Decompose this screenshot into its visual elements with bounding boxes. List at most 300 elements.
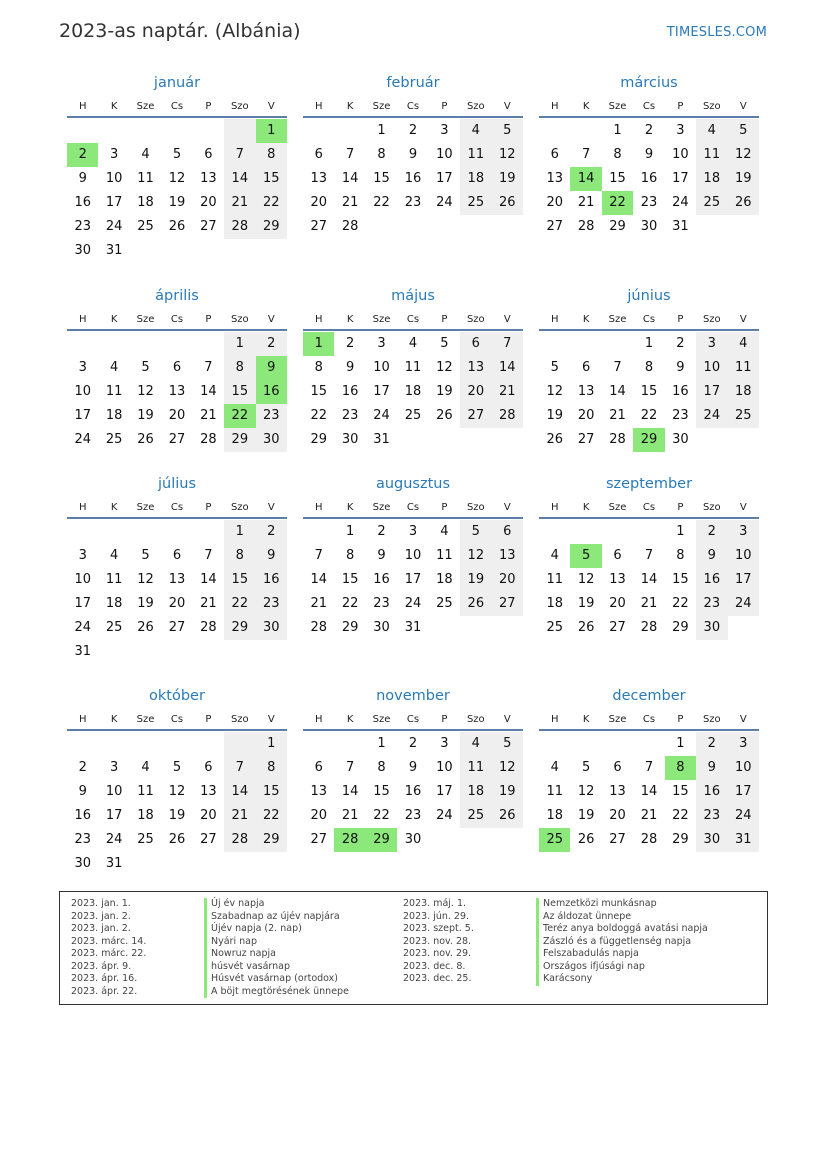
day-cell: 11	[546, 572, 563, 587]
day-cell: 20	[168, 596, 186, 611]
day-cell: 30	[404, 832, 422, 847]
weekday-label: Szo	[702, 714, 721, 725]
day-cell: 15	[256, 780, 287, 804]
day-cell: 17	[74, 408, 91, 423]
calendar-grid	[67, 70, 760, 885]
day-cell: 24	[105, 832, 123, 847]
day-cell: 8	[256, 756, 287, 780]
day-cell: 11	[546, 784, 563, 799]
holiday-name: Újév napja (2. nap)	[204, 923, 302, 936]
day-cell: 11	[696, 143, 727, 167]
month-title: december	[612, 688, 686, 704]
day-cell: 3	[728, 732, 759, 756]
day-cell: 8	[314, 360, 323, 375]
day-cell: 5	[492, 119, 523, 143]
weekday-label: H	[78, 314, 87, 325]
day-cell: 5	[581, 760, 591, 775]
month-title: március	[620, 75, 678, 91]
day-cell: 7	[644, 760, 654, 775]
day-cell: 23	[404, 808, 422, 823]
holiday-day-cell: 29	[633, 428, 664, 452]
day-cell: 19	[492, 167, 523, 191]
brand-link[interactable]: TIMESLES.COM	[666, 25, 767, 40]
day-cell: 4	[408, 336, 418, 351]
weekday-label: Sze	[372, 502, 391, 513]
day-cell: 30	[256, 616, 287, 640]
month-title: október	[149, 688, 205, 704]
day-cell: 17	[74, 596, 91, 611]
day-cell: 2	[408, 123, 418, 138]
day-cell: 11	[460, 143, 491, 167]
day-cell: 8	[224, 356, 255, 380]
day-cell: 24	[373, 408, 390, 423]
day-cell: 21	[200, 596, 217, 611]
month-január	[67, 70, 287, 263]
weekday-label: H	[314, 502, 323, 513]
day-cell: 26	[168, 219, 186, 234]
weekday-label: Szo	[702, 314, 721, 325]
weekday-label: H	[314, 314, 323, 325]
day-cell: 7	[613, 360, 622, 375]
weekday-label: K	[110, 314, 118, 325]
day-grid	[539, 332, 759, 452]
day-cell: 26	[436, 408, 453, 423]
weekday-label: Szo	[466, 714, 485, 725]
day-cell: 1	[676, 524, 685, 539]
day-grid	[303, 119, 523, 239]
holiday-date: 2023. jan. 2.	[71, 910, 131, 922]
day-cell: 13	[492, 544, 523, 568]
day-cell: 24	[404, 596, 422, 611]
day-cell: 22	[373, 808, 390, 823]
day-cell: 9	[345, 360, 355, 375]
day-cell: 31	[404, 620, 422, 635]
day-cell: 3	[440, 123, 449, 138]
day-cell: 28	[640, 832, 658, 847]
day-cell: 17	[404, 572, 422, 587]
month-november	[303, 683, 523, 852]
empty-cell	[570, 732, 601, 756]
day-cell: 1	[224, 520, 255, 544]
day-cell: 19	[728, 167, 759, 191]
weekday-label: Sze	[136, 314, 155, 325]
day-cell: 29	[672, 620, 689, 635]
day-cell: 24	[672, 195, 689, 210]
month-title: július	[157, 476, 197, 492]
day-cell: 27	[577, 432, 595, 447]
day-cell: 24	[436, 195, 453, 210]
holiday-date: 2023. ápr. 22.	[71, 985, 138, 997]
empty-cell	[303, 732, 334, 756]
day-cell: 19	[168, 195, 186, 210]
day-cell: 17	[672, 171, 689, 186]
day-cell: 15	[373, 171, 390, 186]
month-title: április	[155, 288, 199, 304]
month-augusztus	[303, 471, 523, 640]
day-cell: 2	[676, 336, 685, 351]
day-cell: 4	[141, 147, 150, 162]
day-cell: 6	[613, 548, 622, 563]
day-cell: 19	[577, 596, 595, 611]
empty-cell	[161, 119, 192, 143]
day-cell: 13	[460, 356, 491, 380]
day-cell: 26	[137, 620, 154, 635]
day-cell: 4	[728, 332, 759, 356]
holiday-name: Szabadnap az újév napjára	[204, 911, 340, 924]
day-cell: 7	[204, 360, 213, 375]
day-cell: 12	[492, 756, 523, 780]
day-cell: 12	[168, 171, 186, 186]
day-cell: 16	[404, 171, 422, 186]
weekday-label: Cs	[170, 502, 184, 513]
weekday-header	[67, 709, 287, 731]
weekday-label: Szo	[466, 314, 485, 325]
month-title: november	[376, 688, 450, 704]
month-december	[539, 683, 759, 852]
day-cell: 16	[640, 171, 658, 186]
day-cell: 15	[224, 568, 255, 592]
empty-cell	[224, 732, 255, 756]
weekday-label: K	[346, 714, 354, 725]
weekday-label: Szo	[466, 502, 485, 513]
weekday-header	[303, 497, 523, 519]
day-cell: 4	[109, 360, 119, 375]
day-cell: 10	[74, 572, 91, 587]
day-cell: 18	[436, 572, 453, 587]
day-cell: 27	[200, 219, 217, 234]
weekday-label: P	[677, 714, 684, 725]
day-cell: 11	[105, 572, 123, 587]
empty-cell	[303, 119, 334, 143]
weekday-label: Cs	[406, 101, 420, 112]
empty-cell	[130, 119, 161, 143]
day-cell: 17	[105, 195, 123, 210]
holiday-entry	[71, 911, 349, 924]
day-cell: 24	[74, 432, 91, 447]
day-cell: 6	[581, 360, 591, 375]
day-cell: 11	[460, 756, 491, 780]
day-cell: 4	[440, 524, 449, 539]
weekday-label: K	[110, 714, 118, 725]
day-cell: 16	[341, 384, 359, 399]
day-cell: 25	[728, 404, 759, 428]
day-cell: 4	[550, 548, 559, 563]
empty-cell	[130, 520, 161, 544]
day-cell: 28	[577, 219, 595, 234]
day-cell: 17	[436, 171, 453, 186]
day-cell: 13	[310, 171, 327, 186]
weekday-label: K	[346, 502, 354, 513]
empty-cell	[67, 332, 98, 356]
day-cell: 2	[696, 520, 727, 544]
day-cell: 10	[373, 360, 390, 375]
day-cell: 19	[168, 808, 186, 823]
day-cell: 21	[492, 380, 523, 404]
weekday-label: Cs	[406, 502, 420, 513]
month-március	[539, 70, 759, 239]
day-cell: 22	[310, 408, 327, 423]
holiday-day-cell: 28	[334, 828, 365, 852]
day-cell: 31	[105, 243, 123, 258]
holiday-entry	[403, 961, 708, 974]
day-cell: 16	[672, 384, 689, 399]
day-cell: 25	[105, 620, 123, 635]
day-cell: 20	[609, 596, 626, 611]
day-grid	[539, 119, 759, 239]
day-cell: 6	[172, 360, 182, 375]
empty-cell	[303, 520, 334, 544]
day-cell: 9	[408, 760, 418, 775]
holiday-date: 2023. jan. 1.	[71, 898, 131, 909]
day-cell: 5	[141, 548, 150, 563]
holiday-date: 2023. máj. 1.	[403, 898, 467, 909]
month-február	[303, 70, 523, 239]
day-cell: 3	[109, 760, 119, 775]
day-cell: 5	[440, 336, 449, 351]
holiday-name: Új év napja	[204, 898, 264, 911]
day-cell: 14	[640, 784, 658, 799]
holiday-column-2	[403, 898, 708, 986]
day-cell: 3	[676, 123, 685, 138]
day-cell: 23	[672, 408, 689, 423]
day-cell: 21	[224, 191, 255, 215]
day-cell: 29	[224, 428, 255, 452]
day-cell: 1	[613, 123, 622, 138]
day-cell: 25	[460, 191, 491, 215]
day-cell: 21	[577, 195, 595, 210]
weekday-label: H	[314, 714, 323, 725]
day-cell: 22	[256, 804, 287, 828]
weekday-label: P	[205, 101, 212, 112]
day-cell: 20	[546, 195, 563, 210]
weekday-header	[303, 309, 523, 331]
day-cell: 25	[404, 408, 422, 423]
holiday-legend	[59, 891, 768, 1005]
day-cell: 21	[640, 808, 658, 823]
holiday-entry	[403, 898, 708, 911]
day-cell: 13	[609, 572, 626, 587]
day-cell: 29	[672, 832, 689, 847]
weekday-label: P	[677, 314, 684, 325]
day-cell: 30	[696, 828, 727, 852]
weekday-label: K	[582, 314, 590, 325]
day-cell: 8	[224, 544, 255, 568]
day-cell: 23	[373, 596, 390, 611]
holiday-name: Nemzetközi munkásnap	[536, 898, 657, 911]
day-cell: 28	[609, 432, 626, 447]
day-cell: 13	[546, 171, 563, 186]
day-cell: 13	[168, 384, 186, 399]
day-cell: 10	[728, 756, 759, 780]
weekday-label: Cs	[642, 714, 656, 725]
weekday-label: Cs	[406, 314, 420, 325]
day-cell: 9	[78, 171, 87, 186]
weekday-label: Sze	[608, 502, 627, 513]
day-cell: 4	[550, 760, 559, 775]
day-cell: 4	[460, 119, 491, 143]
day-cell: 25	[436, 596, 453, 611]
holiday-name: Zászló és a függetlenség napja	[536, 936, 691, 949]
day-cell: 23	[256, 592, 287, 616]
day-cell: 7	[224, 756, 255, 780]
day-cell: 30	[640, 219, 658, 234]
empty-cell	[130, 332, 161, 356]
day-cell: 19	[492, 780, 523, 804]
day-cell: 28	[341, 219, 359, 234]
day-cell: 1	[224, 332, 255, 356]
day-cell: 4	[696, 119, 727, 143]
day-cell: 3	[408, 524, 418, 539]
weekday-label: Cs	[642, 101, 656, 112]
day-cell: 24	[696, 404, 727, 428]
day-cell: 30	[373, 620, 390, 635]
day-cell: 27	[460, 404, 491, 428]
weekday-label: Szo	[230, 101, 249, 112]
day-cell: 10	[436, 147, 453, 162]
holiday-entry	[403, 923, 708, 936]
empty-cell	[224, 119, 255, 143]
day-cell: 16	[74, 808, 91, 823]
holiday-day-cell: 9	[256, 356, 287, 380]
empty-cell	[602, 732, 633, 756]
day-cell: 22	[224, 592, 255, 616]
weekday-header	[539, 96, 759, 118]
weekday-label: P	[205, 314, 212, 325]
day-cell: 5	[141, 360, 150, 375]
weekday-label: Szo	[702, 502, 721, 513]
holiday-date: 2023. szept. 5.	[403, 923, 474, 934]
day-cell: 4	[460, 732, 491, 756]
weekday-label: Sze	[608, 101, 627, 112]
weekday-header	[67, 309, 287, 331]
empty-cell	[539, 332, 570, 356]
day-cell: 1	[644, 336, 654, 351]
day-cell: 17	[728, 780, 759, 804]
day-cell: 14	[200, 384, 217, 399]
day-cell: 18	[546, 596, 563, 611]
day-cell: 30	[341, 432, 359, 447]
day-cell: 31	[373, 432, 390, 447]
day-cell: 1	[345, 524, 355, 539]
day-cell: 6	[172, 548, 182, 563]
day-grid	[67, 732, 287, 876]
holiday-day-cell: 22	[224, 404, 255, 428]
day-cell: 21	[200, 408, 217, 423]
day-cell: 2	[256, 332, 287, 356]
holiday-day-cell: 14	[570, 167, 601, 191]
day-cell: 13	[168, 572, 186, 587]
empty-cell	[67, 732, 98, 756]
day-cell: 6	[460, 332, 491, 356]
weekday-label: Sze	[372, 714, 391, 725]
weekday-label: H	[78, 101, 87, 112]
day-cell: 23	[341, 408, 359, 423]
day-cell: 17	[436, 784, 453, 799]
holiday-day-cell: 16	[256, 380, 287, 404]
weekday-label: K	[582, 101, 590, 112]
day-cell: 1	[377, 736, 386, 751]
day-cell: 10	[436, 760, 453, 775]
day-cell: 21	[609, 408, 626, 423]
day-cell: 10	[728, 544, 759, 568]
day-cell: 10	[672, 147, 689, 162]
day-cell: 11	[137, 171, 154, 186]
day-cell: 16	[404, 784, 422, 799]
day-cell: 6	[314, 760, 323, 775]
weekday-label: Sze	[608, 314, 627, 325]
day-cell: 12	[492, 143, 523, 167]
empty-cell	[161, 520, 192, 544]
day-cell: 3	[78, 360, 87, 375]
day-cell: 7	[204, 548, 213, 563]
day-cell: 23	[696, 592, 727, 616]
weekday-label: V	[267, 714, 275, 725]
day-cell: 30	[672, 432, 689, 447]
holiday-day-cell: 22	[602, 191, 633, 215]
day-cell: 16	[696, 568, 727, 592]
day-cell: 12	[137, 572, 154, 587]
holiday-entry	[71, 898, 349, 911]
day-cell: 11	[137, 784, 154, 799]
empty-cell	[633, 520, 664, 544]
day-cell: 23	[74, 832, 91, 847]
day-cell: 8	[613, 147, 622, 162]
weekday-label: H	[550, 502, 559, 513]
day-cell: 3	[377, 336, 386, 351]
day-cell: 7	[314, 548, 323, 563]
day-cell: 14	[200, 572, 217, 587]
day-cell: 25	[696, 191, 727, 215]
day-cell: 30	[74, 243, 91, 258]
day-cell: 1	[377, 123, 386, 138]
weekday-label: K	[582, 502, 590, 513]
day-cell: 3	[696, 332, 727, 356]
day-cell: 19	[577, 808, 595, 823]
day-cell: 27	[200, 832, 217, 847]
weekday-label: H	[78, 714, 87, 725]
day-cell: 12	[546, 384, 563, 399]
empty-cell	[539, 732, 570, 756]
weekday-label: Sze	[136, 714, 155, 725]
empty-cell	[539, 119, 570, 143]
month-title: szeptember	[605, 476, 693, 492]
day-cell: 12	[436, 360, 453, 375]
day-cell: 10	[105, 171, 123, 186]
holiday-entry	[403, 948, 708, 961]
day-cell: 27	[310, 832, 327, 847]
day-cell: 3	[78, 548, 87, 563]
holiday-name: Nowruz napja	[204, 948, 276, 961]
day-cell: 11	[105, 384, 123, 399]
day-cell: 25	[137, 832, 154, 847]
weekday-label: Sze	[372, 101, 391, 112]
day-cell: 9	[377, 548, 386, 563]
holiday-day-cell: 29	[366, 828, 397, 852]
day-cell: 26	[168, 832, 186, 847]
weekday-label: V	[503, 101, 511, 112]
day-cell: 6	[613, 760, 622, 775]
day-cell: 2	[345, 336, 355, 351]
weekday-label: V	[739, 714, 747, 725]
day-cell: 9	[696, 756, 727, 780]
month-július	[67, 471, 287, 664]
weekday-label: V	[503, 714, 511, 725]
day-cell: 24	[436, 808, 453, 823]
day-cell: 15	[373, 784, 390, 799]
day-cell: 19	[137, 408, 154, 423]
day-cell: 31	[74, 644, 91, 659]
day-cell: 10	[74, 384, 91, 399]
